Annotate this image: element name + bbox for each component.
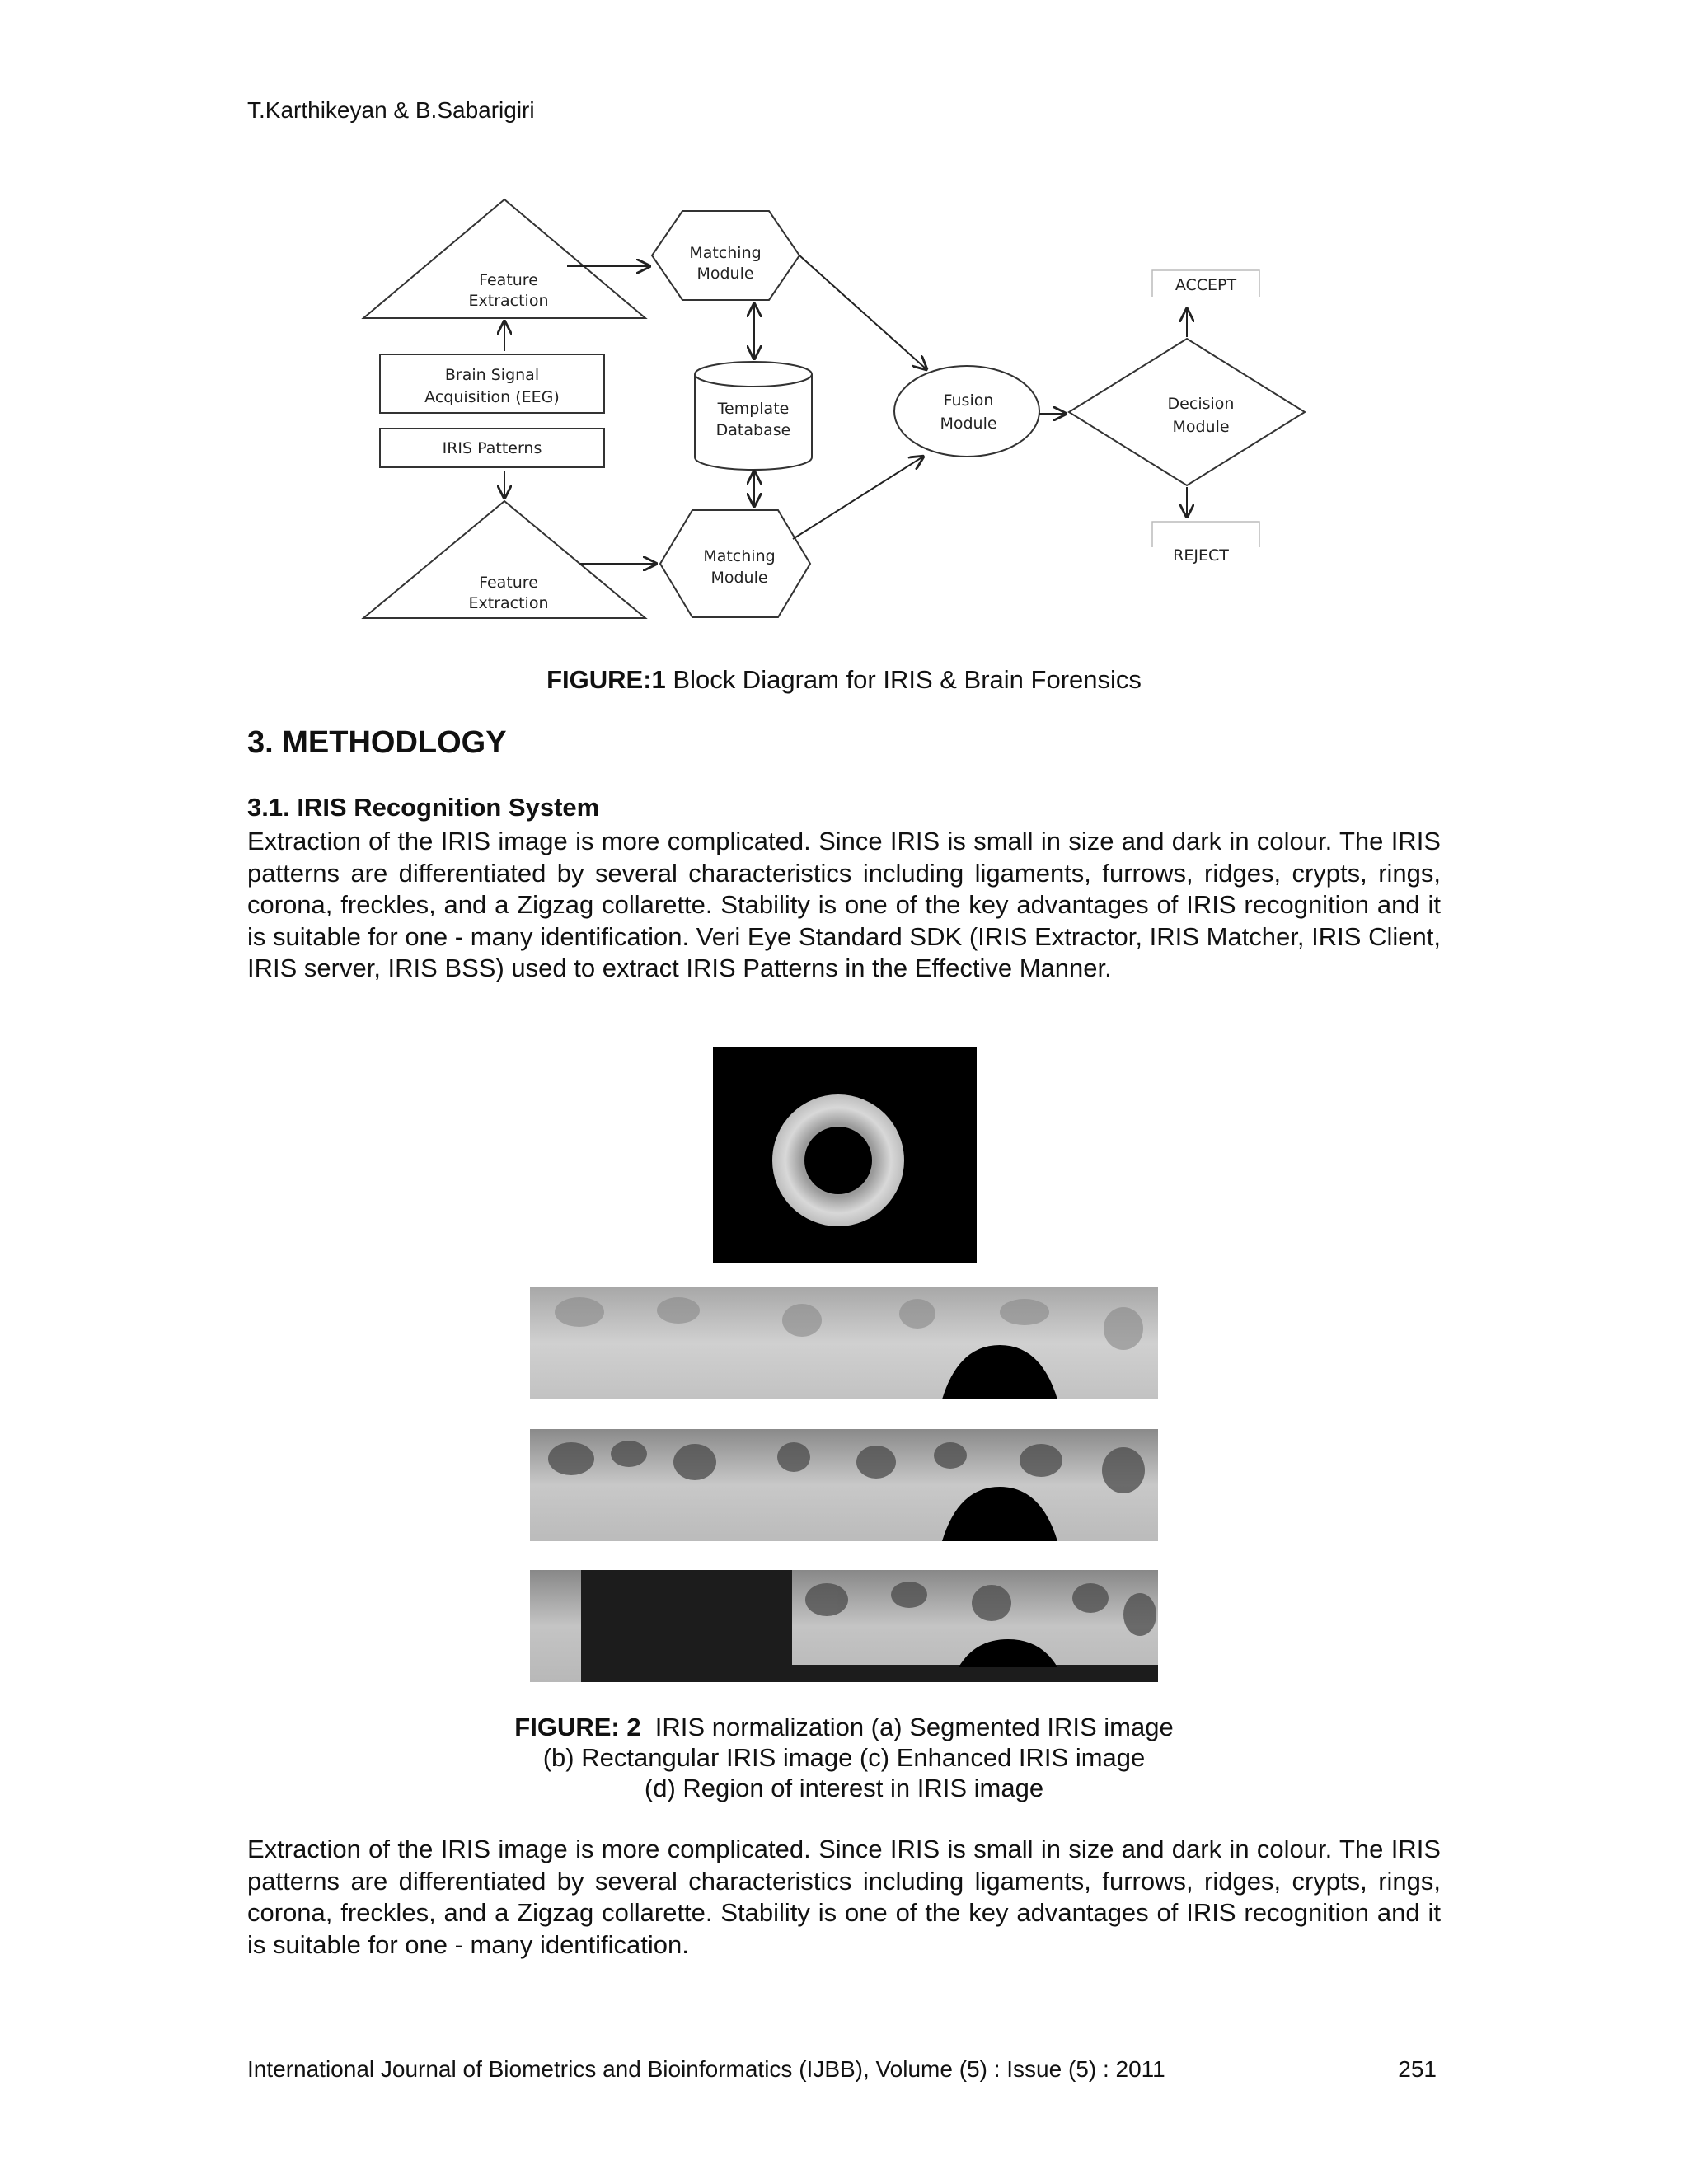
figure1-caption-text: Block Diagram for IRIS & Brain Forensics xyxy=(665,665,1142,694)
reject-label: REJECT xyxy=(1173,546,1229,565)
figure2-caption-line3: (d) Region of interest in IRIS image xyxy=(644,1774,1044,1802)
segmented-iris-image xyxy=(713,1047,977,1263)
running-header: T.Karthikeyan & B.Sabarigiri xyxy=(247,97,535,123)
figure2-caption-text1: IRIS normalization (a) Segmented IRIS image xyxy=(640,1713,1174,1741)
journal-footer: International Journal of Biometrics and Bioinformatics (IJBB), Volume (5) : Issue (5) : 2011 xyxy=(247,2056,1165,2082)
block-diagram xyxy=(354,188,1343,633)
subsection-heading: 3.1. IRIS Recognition System xyxy=(247,793,600,822)
paragraph-2: Extraction of the IRIS image is more complicated. Since IRIS is small in size and dark in colour. The IRIS patterns are differentiated by several characteristics including ligaments, furrows, ridges, crypts, rings, corona, freckles, and a Zigzag collarette. Stability is one of the key advantages of IRIS recognition and it is suitable for one - many identification. xyxy=(247,1835,1441,1959)
rectangular-iris-image xyxy=(530,1287,1158,1399)
matching-module-bottom-label-1: Matching xyxy=(703,547,776,565)
feature-extraction-top-label-1: Feature xyxy=(479,271,538,289)
accept-label: ACCEPT xyxy=(1175,276,1237,294)
decision-module-label-2: Module xyxy=(1172,418,1230,436)
section-heading: 3. METHODLOGY xyxy=(247,725,507,760)
region-of-interest-iris-image xyxy=(530,1570,1158,1682)
matching-module-top-label-2: Module xyxy=(696,265,754,283)
figure2-caption-label: FIGURE: 2 xyxy=(514,1713,641,1741)
fusion-module-shape xyxy=(894,366,1039,457)
fusion-module-label-2: Module xyxy=(940,415,997,433)
paragraph-1: Extraction of the IRIS image is more complicated. Since IRIS is small in size and dark in colour. The IRIS patterns are differentiated by several characteristics including ligaments, furrows, ridges, crypts, rings, corona, freckles, and a Zigzag collarette. Stability is one of the key advantages of IRIS recognition and it is suitable for one - many identification. Veri Eye Standard SDK (IRIS Extractor, IRIS Matcher, IRIS Client, IRIS server, IRIS BSS) used to extract IRIS Patterns in the Effective Manner. xyxy=(247,827,1441,982)
matching-module-top-label-1: Matching xyxy=(689,244,762,262)
enhanced-iris-image xyxy=(530,1429,1158,1541)
feature-extraction-bottom-label-2: Extraction xyxy=(468,594,549,612)
figure2-caption xyxy=(0,1712,1688,1803)
decision-module-label-1: Decision xyxy=(1167,395,1235,413)
brain-signal-label-2: Acquisition (EEG) xyxy=(424,388,560,406)
template-database-label-2: Database xyxy=(715,421,791,439)
template-database-label-1: Template xyxy=(717,400,790,418)
figure1-caption-label: FIGURE:1 xyxy=(546,665,666,694)
figure1-caption xyxy=(0,664,1688,695)
iris-patterns-label: IRIS Patterns xyxy=(442,439,542,457)
fusion-module-label-1: Fusion xyxy=(943,391,994,410)
feature-extraction-bottom-label-1: Feature xyxy=(479,574,538,592)
feature-extraction-top-label-2: Extraction xyxy=(468,292,549,310)
figure2-caption-line2: (b) Rectangular IRIS image (c) Enhanced IRIS image xyxy=(542,1743,1146,1772)
matching-module-bottom-label-2: Module xyxy=(710,569,768,587)
page-number: 251 xyxy=(1398,2056,1437,2082)
brain-signal-label-1: Brain Signal xyxy=(444,366,540,384)
figure2-caption-line1 xyxy=(0,1712,1688,1742)
